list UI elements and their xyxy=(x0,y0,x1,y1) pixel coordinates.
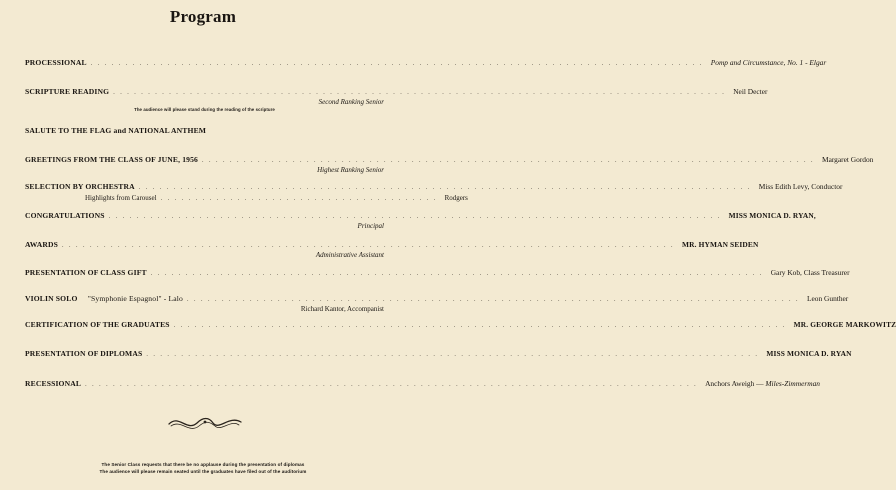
item-congratulations xyxy=(25,211,816,231)
leader-dots: ........................................................................................ xyxy=(113,90,730,96)
leader-dots: ........................................................................................ xyxy=(187,297,803,303)
leader-dots: ........................................ xyxy=(160,196,441,202)
congratulations-value-title: Principal xyxy=(357,222,384,230)
scripture-value: Neil Decter xyxy=(733,87,768,96)
flourish-ornament-icon xyxy=(165,410,245,436)
selection-value: Miss Edith Levy, Conductor xyxy=(758,182,843,191)
item-salute xyxy=(25,126,384,136)
violin-label-text: VIOLIN SOLO xyxy=(25,294,78,303)
salute-label: SALUTE TO THE FLAG and NATIONAL ANTHEM xyxy=(25,126,207,135)
item-greetings xyxy=(25,155,874,175)
leader-dots: ........................................................................................ xyxy=(90,61,707,67)
item-class-gift xyxy=(25,268,850,279)
processional-value: Pomp and Circumstance, No. 1 - Elgar xyxy=(710,58,827,67)
selection-piece: Highlights from Carousel xyxy=(85,194,157,202)
diplomas-label: PRESENTATION OF DIPLOMAS xyxy=(25,349,143,358)
item-recessional xyxy=(25,379,820,390)
awards-value-title: Administrative Assistant xyxy=(315,251,384,259)
footer-line-seated: The audience will please remain seated until the graduates have filed out of the auditorium xyxy=(99,469,307,474)
awards-value: MR. HYMAN SEIDEN xyxy=(681,240,759,249)
certification-value: MR. GEORGE MARKOWITZ xyxy=(793,320,896,329)
violin-value: Leon Gunther xyxy=(807,294,849,303)
greetings-value-title: Highest Ranking Senior xyxy=(317,166,384,174)
violin-accompanist: Richard Kantor, Accompanist xyxy=(300,305,384,313)
recessional-separator: — xyxy=(754,379,766,388)
footer-line-applause: The Senior Class requests that there be no applause during the presentation of diplomas xyxy=(101,462,305,467)
selection-composer: Rodgers xyxy=(444,194,468,202)
leader-dots: ........................................................................................ xyxy=(85,382,702,388)
leader-dots: ........................................................................................ xyxy=(150,271,767,277)
footer-notice xyxy=(0,461,406,475)
processional-label: PROCESSIONAL xyxy=(25,58,87,67)
selection-piece-row xyxy=(25,193,468,204)
item-certification xyxy=(25,320,896,331)
scripture-label: SCRIPTURE READING xyxy=(25,87,110,96)
certification-label: CERTIFICATION OF THE GRADUATES xyxy=(25,320,170,329)
item-awards xyxy=(25,240,759,260)
scripture-notice: The audience will please stand during the reading of the scripture xyxy=(134,107,275,112)
recessional-label: RECESSIONAL xyxy=(25,379,82,388)
leader-dots: ........................................................................................ xyxy=(146,352,763,358)
recessional-value xyxy=(705,379,820,389)
page-title: Program xyxy=(169,7,237,26)
leader-dots: ........................................................................................ xyxy=(108,214,725,220)
item-selection-orchestra xyxy=(25,182,843,204)
diplomas-value: MISS MONICA D. RYAN xyxy=(766,349,852,358)
congratulations-value: MISS MONICA D. RYAN, xyxy=(728,211,816,220)
leader-dots: ........................................................................................ xyxy=(138,185,755,191)
violin-label xyxy=(25,294,183,304)
item-scripture-reading xyxy=(25,87,768,112)
recessional-title: Anchors Aweigh xyxy=(705,379,755,388)
item-diplomas xyxy=(25,349,852,360)
leader-dots: ........................................................................................ xyxy=(173,323,790,329)
violin-piece: "Symphonie Espagnol" - Lalo xyxy=(87,294,183,303)
greetings-label: GREETINGS FROM THE CLASS OF JUNE, 1956 xyxy=(25,155,198,164)
awards-label: AWARDS xyxy=(25,240,58,249)
item-violin-solo xyxy=(25,294,849,314)
class-gift-value: Gary Kob, Class Treasurer xyxy=(770,268,850,277)
congratulations-label: CONGRATULATIONS xyxy=(25,211,105,220)
scripture-value-title: Second Ranking Senior xyxy=(318,98,384,106)
leader-dots: ........................................................................................ xyxy=(61,243,678,249)
selection-label: SELECTION BY ORCHESTRA xyxy=(25,182,135,191)
recessional-composer: Miles-Zimmerman xyxy=(765,379,820,388)
class-gift-label: PRESENTATION OF CLASS GIFT xyxy=(25,268,147,277)
item-processional xyxy=(25,58,827,69)
leader-dots: ........................................................................................ xyxy=(202,158,818,164)
greetings-value: Margaret Gordon xyxy=(822,155,874,164)
